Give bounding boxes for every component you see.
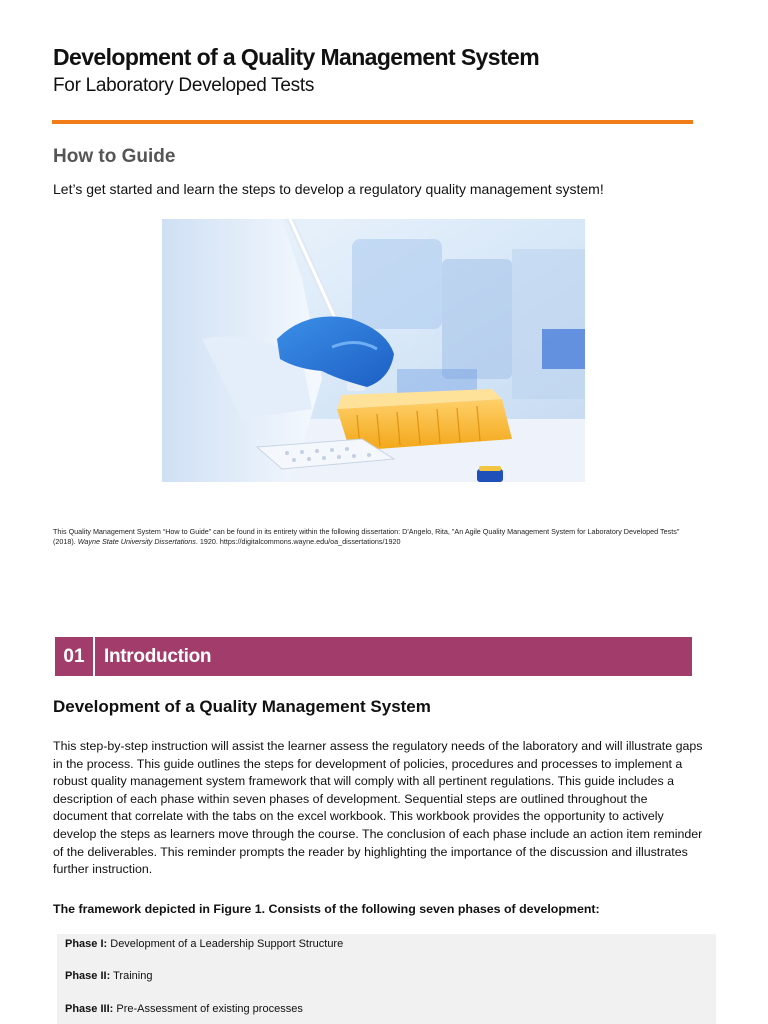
section-header-introduction	[55, 637, 692, 676]
list-item: Phase I: Development of a Leadership Support Structure	[65, 938, 344, 950]
how-to-guide-heading: How to Guide	[53, 146, 176, 167]
citation-note: This Quality Management System “How to Guide” can be found in its entirety within the following dissertation: D'Angelo, Rita, "An Agile Quality Management System for Laboratory Developed Tests" (2018). Wayne State University Dissertations. 1920. https://digitalcommons.wayne.edu/oa_dissertations/1920	[53, 527, 680, 546]
intro-paragraph: This step-by-step instruction will assist the learner assess the regulatory needs of the laboratory and will illustrate gaps in the process. This guide outlines the steps for development of policies, procedures and processes to implement a robust quality management system framework that will comply with all pertinent regulations. This guide includes a description of each phase within seven phases of development. Sequential steps are outlined throughout the document that correlate with the tabs on the excel workbook. This workbook provides the opportunity to actively develop the steps as learners move through the course. The conclusion of each phase include an action item reminder of the deliverables. This reminder prompts the reader by highlighting the importance of the discussion and illustrates further instruction.	[53, 739, 703, 877]
header-divider	[52, 120, 693, 124]
how-to-guide-intro: Let’s get started and learn the steps to develop a regulatory quality management system!	[53, 181, 604, 197]
section-number: 01	[55, 637, 95, 676]
list-item: Phase II: Training	[65, 970, 153, 982]
phase-list	[57, 934, 716, 1024]
document-title: Development of a Quality Management System	[53, 44, 540, 70]
laboratory-photo	[162, 219, 585, 482]
section-title: Introduction	[104, 645, 212, 667]
list-item: Phase III: Pre-Assessment of existing processes	[65, 1003, 303, 1015]
framework-lead: The framework depicted in Figure 1. Consists of the following seven phases of development:	[53, 902, 600, 916]
document-subtitle: For Laboratory Developed Tests	[53, 75, 315, 96]
content-heading: Development of a Quality Management System	[53, 697, 431, 716]
